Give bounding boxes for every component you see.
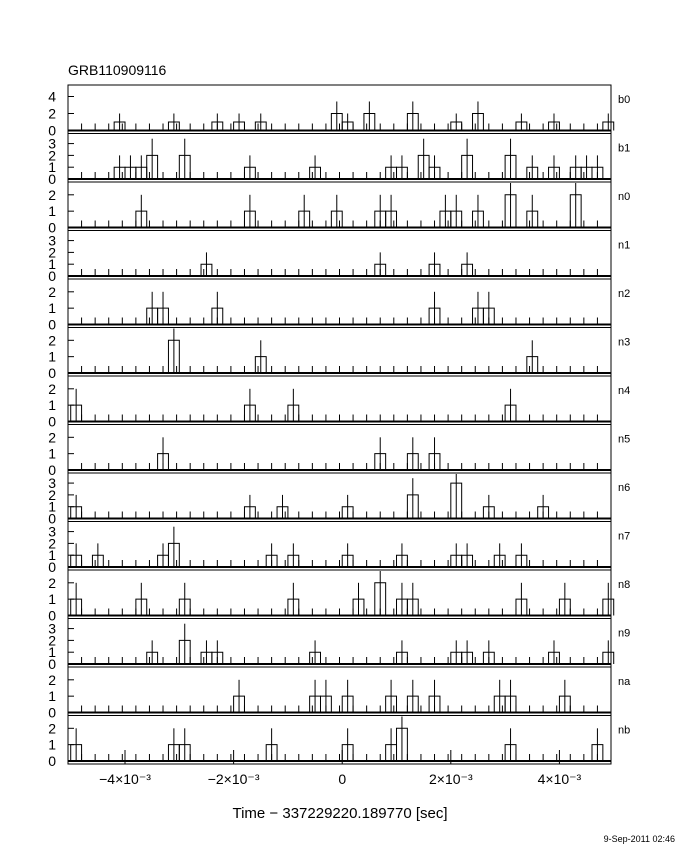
panel-n8 bbox=[48, 570, 630, 624]
detector-label: n7 bbox=[618, 530, 631, 543]
y-tick-label: 1 bbox=[48, 498, 56, 515]
y-tick-label: 1 bbox=[48, 159, 56, 176]
y-tick-label: 2 bbox=[48, 244, 56, 261]
y-tick-label: 0 bbox=[48, 413, 56, 430]
y-tick-label: 0 bbox=[48, 219, 56, 236]
detector-label: n0 bbox=[618, 191, 631, 203]
y-tick-label: 3 bbox=[48, 232, 56, 249]
y-tick-label: 1 bbox=[48, 203, 56, 220]
x-tick-label: 4×10⁻³ bbox=[537, 771, 582, 787]
y-tick-label: 0 bbox=[48, 171, 56, 187]
detector-label: n6 bbox=[618, 482, 631, 494]
detector-label: n3 bbox=[618, 336, 631, 349]
y-tick-label: 1 bbox=[48, 397, 56, 414]
y-tick-label: 3 bbox=[48, 620, 56, 637]
x-tick-label: 0 bbox=[338, 771, 347, 787]
y-tick-label: 4 bbox=[48, 88, 56, 105]
panel-n2 bbox=[48, 279, 630, 333]
y-tick-label: 0 bbox=[48, 268, 56, 284]
panel-n4 bbox=[48, 376, 630, 430]
y-tick-label: 2 bbox=[48, 574, 56, 591]
detector-label: n8 bbox=[618, 579, 631, 591]
panel-na bbox=[48, 667, 631, 721]
panel-n5 bbox=[48, 425, 630, 479]
y-tick-label: 1 bbox=[48, 644, 56, 661]
y-tick-label: 1 bbox=[48, 547, 56, 564]
panel-n1 bbox=[48, 231, 630, 285]
y-tick-label: 0 bbox=[48, 607, 56, 624]
y-tick-label: 2 bbox=[48, 283, 56, 300]
panel-n6 bbox=[48, 473, 630, 527]
y-tick-label: 0 bbox=[48, 704, 56, 721]
y-tick-label: 0 bbox=[48, 462, 56, 478]
y-tick-label: 0 bbox=[48, 510, 56, 527]
detector-label: n4 bbox=[618, 385, 631, 397]
detector-label: n2 bbox=[618, 288, 631, 300]
y-tick-label: 1 bbox=[48, 688, 56, 705]
detector-label: b1 bbox=[618, 142, 631, 155]
y-tick-label: 0 bbox=[48, 122, 56, 139]
y-tick-label: 2 bbox=[48, 429, 56, 446]
detector-label: na bbox=[618, 676, 631, 688]
x-axis-label: Time − 337229220.189770 [sec] bbox=[232, 805, 448, 822]
panel-b1 bbox=[48, 134, 630, 188]
x-tick-label: −4×10⁻³ bbox=[99, 771, 151, 787]
y-tick-label: 1 bbox=[48, 348, 56, 365]
y-tick-label: 2 bbox=[48, 671, 56, 688]
y-tick-label: 0 bbox=[48, 559, 56, 575]
y-tick-label: 2 bbox=[48, 147, 56, 164]
y-tick-label: 2 bbox=[48, 486, 56, 503]
panel-n0 bbox=[48, 182, 630, 236]
x-tick-label: 2×10⁻³ bbox=[429, 771, 473, 787]
y-tick-label: 1 bbox=[48, 300, 56, 317]
x-axis-tick-labels bbox=[99, 750, 581, 787]
panel-n7 bbox=[48, 522, 630, 576]
detector-label: nb bbox=[618, 724, 631, 737]
y-tick-label: 3 bbox=[48, 523, 56, 540]
y-tick-label: 1 bbox=[48, 736, 56, 753]
y-tick-label: 2 bbox=[48, 632, 56, 649]
y-tick-label: 0 bbox=[48, 753, 56, 769]
y-tick-label: 2 bbox=[48, 535, 56, 552]
panel-nb bbox=[48, 716, 630, 770]
y-tick-label: 0 bbox=[48, 365, 56, 381]
y-tick-label: 1 bbox=[48, 256, 56, 273]
panel-n9 bbox=[48, 619, 630, 673]
x-tick-label: −2×10⁻³ bbox=[207, 771, 260, 787]
detector-label: b0 bbox=[618, 94, 631, 106]
y-tick-label: 2 bbox=[48, 186, 56, 203]
y-tick-label: 2 bbox=[48, 332, 56, 349]
y-tick-label: 0 bbox=[48, 656, 56, 672]
panel-n3 bbox=[48, 328, 630, 382]
detector-label: n9 bbox=[618, 627, 631, 640]
detector-label: n5 bbox=[618, 433, 631, 446]
y-tick-label: 2 bbox=[48, 380, 56, 397]
y-tick-label: 1 bbox=[48, 591, 56, 608]
detector-label: n1 bbox=[618, 239, 631, 252]
y-tick-label: 2 bbox=[48, 720, 56, 737]
timestamp: 9-Sep-2011 02:46 bbox=[603, 834, 675, 844]
panel-b0 bbox=[48, 85, 630, 139]
detector-panels bbox=[48, 85, 631, 769]
y-tick-label: 3 bbox=[48, 135, 56, 152]
y-tick-label: 0 bbox=[48, 316, 56, 333]
y-tick-label: 1 bbox=[48, 445, 56, 462]
y-tick-label: 2 bbox=[48, 105, 56, 122]
chart-title: GRB110909116 bbox=[68, 62, 167, 78]
y-tick-label: 3 bbox=[48, 475, 56, 492]
